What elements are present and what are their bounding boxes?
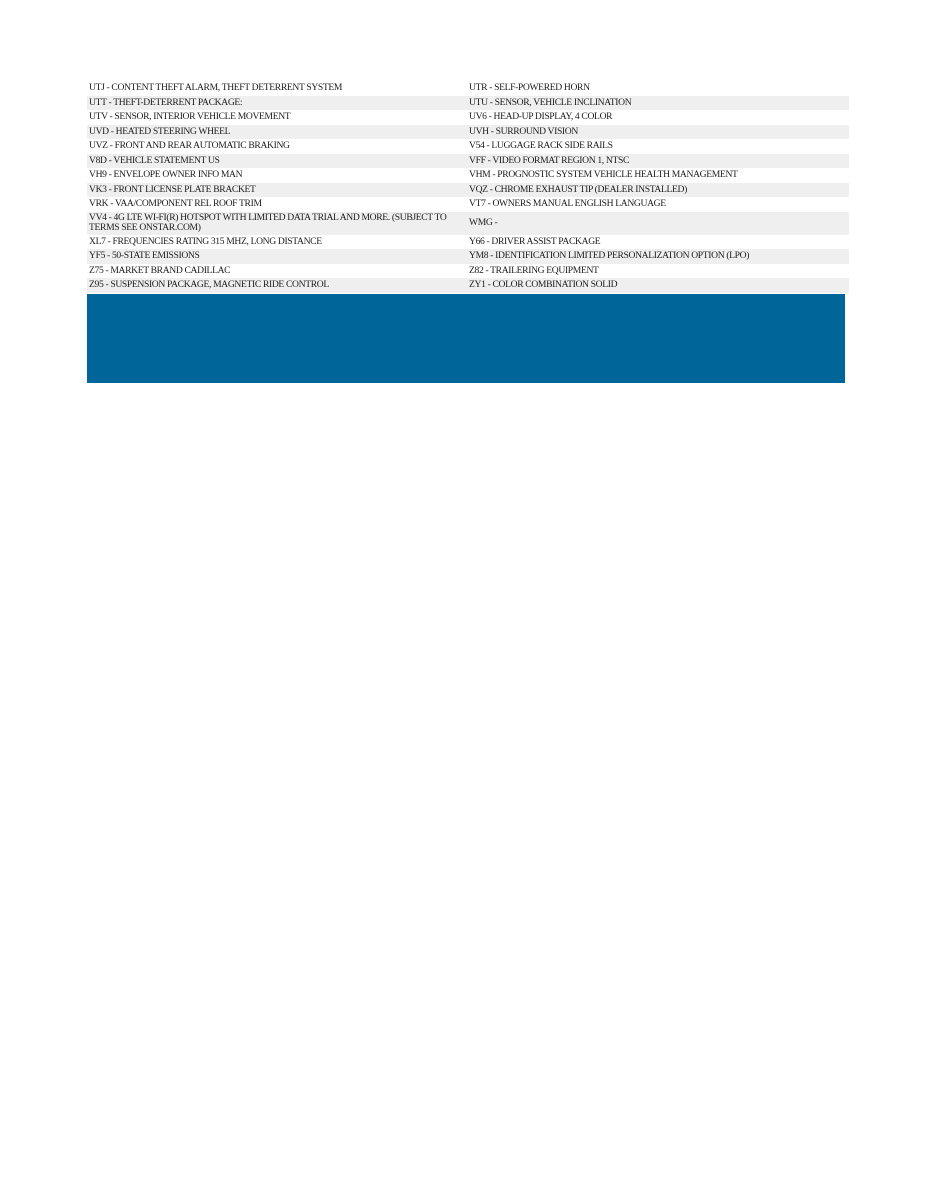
option-cell-left: Z75 - MARKET BRAND CADILLAC [89,264,231,276]
option-cell-left: UTJ - CONTENT THEFT ALARM, THEFT DETERRENT SYSTEM [89,82,343,93]
option-cell-right: UV6 - HEAD-UP DISPLAY, 4 COLOR [469,111,613,122]
table-row [87,139,849,154]
table-row [87,96,849,111]
option-cell-right: UTU - SENSOR, VEHICLE INCLINATION [467,96,849,111]
option-cell-left: XL7 - FREQUENCIES RATING 315 MHZ, LONG DISTANCE [89,235,322,247]
footer-band [87,294,845,383]
table-row [87,278,849,293]
option-cell-left: Z95 - SUSPENSION PACKAGE, MAGNETIC RIDE CONTROL [87,278,467,293]
option-cell-right: Z82 - TRAILERING EQUIPMENT [469,264,599,276]
option-cell-right: VFF - VIDEO FORMAT REGION 1, NTSC [467,154,849,169]
option-cell-left: UVD - HEATED STEERING WHEEL [87,125,467,140]
option-cell-right: WMG - [467,212,849,235]
option-cell-left: VK3 - FRONT LICENSE PLATE BRACKET [87,183,467,198]
table-row [87,212,849,235]
option-cell-right: ZY1 - COLOR COMBINATION SOLID [467,278,849,293]
table-row [87,110,849,125]
options-table [87,81,849,293]
option-cell-right: VQZ - CHROME EXHAUST TIP (DEALER INSTALLED) [467,183,849,198]
option-cell-left: V8D - VEHICLE STATEMENT US [87,154,467,169]
option-cell-left: UVZ - FRONT AND REAR AUTOMATIC BRAKING [89,140,290,151]
table-row [87,183,849,198]
option-cell-left: UTV - SENSOR, INTERIOR VEHICLE MOVEMENT [89,111,291,122]
option-cell-right: UTR - SELF-POWERED HORN [469,82,590,93]
table-row [87,197,849,212]
table-row [87,264,849,279]
option-cell-left: VV4 - 4G LTE WI-FI(R) HOTSPOT WITH LIMITED DATA TRIAL AND MORE. (SUBJECT TO TERMS SEE ONSTAR.COM) [87,212,467,235]
table-row [87,81,849,96]
options-table-body [87,81,849,293]
option-cell-right: Y66 - DRIVER ASSIST PACKAGE [469,235,601,247]
table-row [87,154,849,169]
option-cell-left: VH9 - ENVELOPE OWNER INFO MAN [89,169,243,180]
options-page [87,81,845,383]
option-cell-left: UTT - THEFT-DETERRENT PACKAGE: [87,96,467,111]
option-cell-right: V54 - LUGGAGE RACK SIDE RAILS [469,140,613,151]
option-cell-right: VT7 - OWNERS MANUAL ENGLISH LANGUAGE [469,198,666,209]
table-row [87,125,849,140]
option-cell-right: UVH - SURROUND VISION [467,125,849,140]
table-row [87,249,849,264]
option-cell-right: VHM - PROGNOSTIC SYSTEM VEHICLE HEALTH MANAGEMENT [469,169,738,180]
option-cell-left: YF5 - 50-STATE EMISSIONS [87,249,467,264]
option-cell-left: VRK - VAA/COMPONENT REL ROOF TRIM [89,198,262,209]
table-row [87,235,849,250]
option-cell-right: YM8 - IDENTIFICATION LIMITED PERSONALIZATION OPTION (LPO) [467,249,849,264]
table-row [87,168,849,183]
